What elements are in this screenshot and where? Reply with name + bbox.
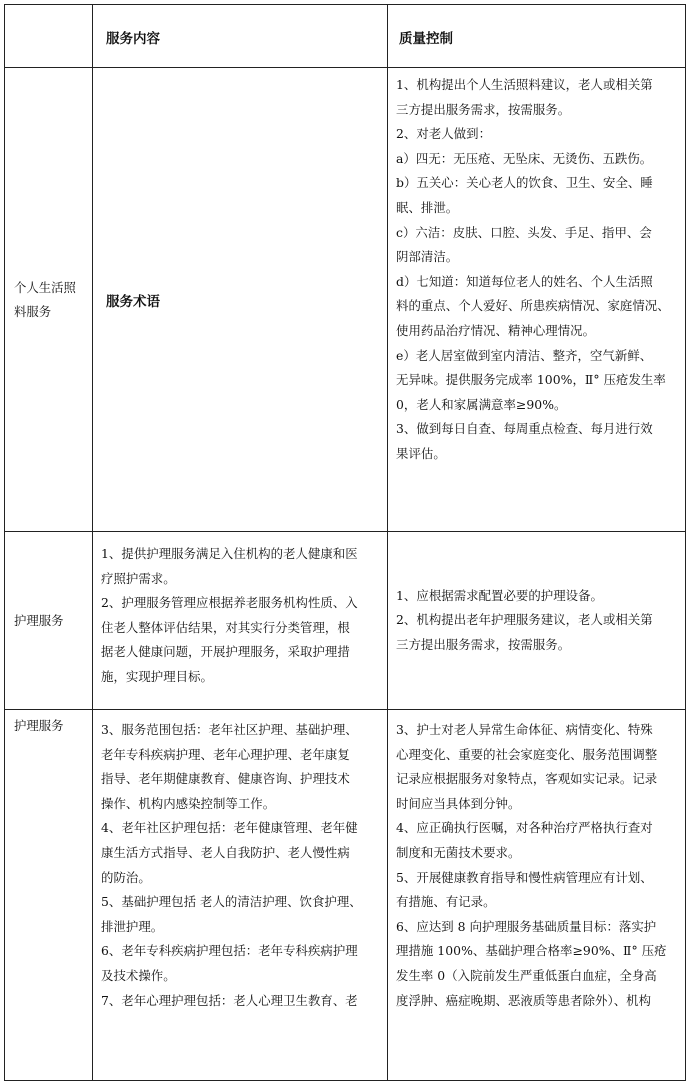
content-cell <box>92 709 387 1081</box>
content-title: 服务术语 <box>106 293 160 310</box>
service-quality-table <box>4 4 686 1085</box>
content-cell <box>92 67 387 531</box>
content-text: 3、服务范围包括：老年社区护理、基础护理、 老年专科疾病护理、老年心理护理、老年康复 指导、老年期健康教育、健康咨询、护理技术 操作、机构内感染控制等工作。 4、老年社区护理包括：老年健康管理、老年健 康生活方式指导、老人自我防护、老人慢性病 的防治。 5、基础护理包括 老人的清洁护理、饮食护理、 排泄护理。 6、老年专科疾病护理包括：老年专科疾病护理 及技术操作。 7、老年心理护理包括：老人心理卫生教育、老 <box>101 722 362 1008</box>
content-cell <box>92 531 387 709</box>
table-row <box>4 531 686 709</box>
header-cell-quality <box>387 4 686 67</box>
quality-cell <box>387 67 686 531</box>
category-label: 护理服务 <box>14 718 64 733</box>
quality-text: 1、机构提出个人生活照料建议，老人或相关第 三方提出服务需求，按需服务。 2、对老人做到： a）四无：无压疮、无坠床、无烫伤、五跌伤。 b）五关心：关心老人的饮食、卫生、安全、睡 眠、排泄。 c）六洁：皮肤、口腔、头发、手足、指甲、会 阴部清洁。 d）七知道：知道每位老人的姓名、个人生活照 料的重点、个人爱好、所患疾病情况、家庭情况、 使用药品治疗情况、精神心理情况。 e）老人居室做到室内清洁、整齐，空气新鲜、 无异味。提供服务完成率 100%，Ⅱ° 压疮发生率 0，老人和家属满意率≥90%。 3、做到每日自查、每周重点检查、每月进行效 果评估。 <box>396 77 670 461</box>
category-cell <box>4 67 92 531</box>
content-text: 1、提供护理服务满足入住机构的老人健康和医 疗照护需求。 2、护理服务管理应根据养老服务机构性质、入 住老人整体评估结果，对其实行分类管理，根 据老人健康问题，开展护理服务，采取护理措 施，实现护理目标。 <box>101 546 358 684</box>
header-cell-content <box>92 4 387 67</box>
table-row <box>4 67 686 531</box>
header-quality-control: 质量控制 <box>399 31 453 47</box>
header-cell-blank <box>4 4 92 67</box>
table-row <box>4 709 686 1081</box>
category-label: 个人生活照 料服务 <box>14 279 76 319</box>
quality-text: 3、护士对老人异常生命体征、病情变化、特殊 心理变化、重要的社会家庭变化、服务范围调整 记录应根据服务对象特点，客观如实记录。记录 时间应当具体到分钟。 4、应正确执行医嘱，对各种治疗严格执行查对 制度和无菌技术要求。 5、开展健康教育指导和慢性病管理应有计划、 有措施、有记录。 6、应达到 8 向护理服务基础质量目标：落实护 理措施 100%、基础护理合格率≥90%、Ⅱ° 压疮 发生率 0（入院前发生严重低蛋白血症，全身高 度浮肿、癌症晚期、恶液质等患者除外）、机构 <box>396 722 667 1008</box>
category-cell <box>4 709 92 1081</box>
table-header-row <box>4 4 686 67</box>
category-cell <box>4 531 92 709</box>
category-label: 护理服务 <box>14 612 64 628</box>
header-service-content: 服务内容 <box>106 31 160 47</box>
quality-cell <box>387 709 686 1081</box>
quality-cell <box>387 531 686 709</box>
quality-text: 1、应根据需求配置必要的护理设备。 2、机构提出老年护理服务建议，老人或相关第 三方提出服务需求，按需服务。 <box>396 587 653 652</box>
